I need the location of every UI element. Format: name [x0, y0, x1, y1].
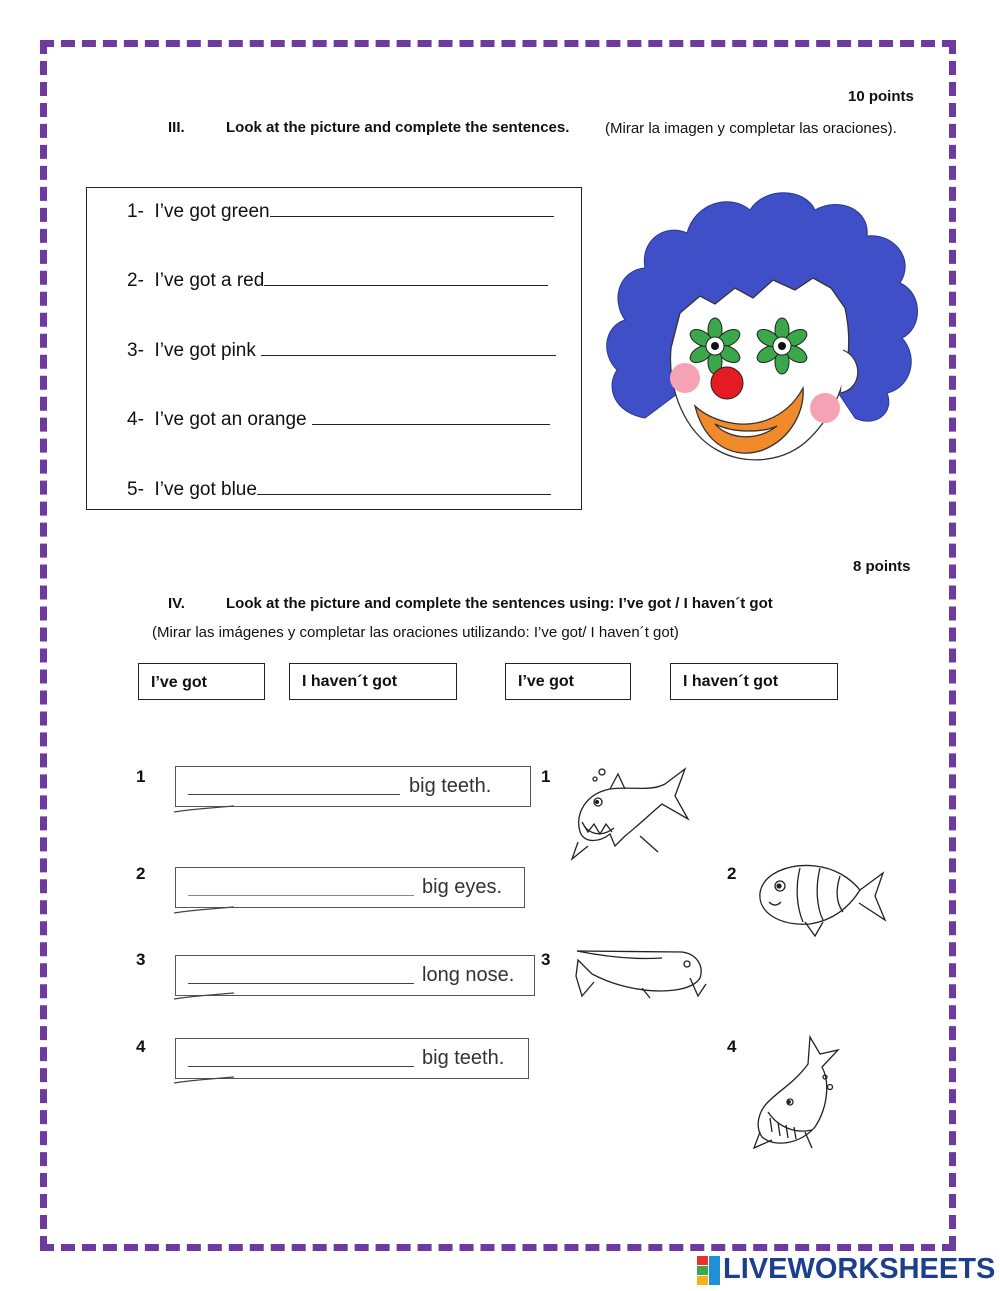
- sentence-3: 3- I’ve got pink: [127, 337, 556, 362]
- sentence-1-blank[interactable]: [270, 198, 554, 217]
- clown-left-cheek: [670, 363, 700, 393]
- item-1-answer-box: [175, 766, 531, 807]
- frame-top: [40, 40, 956, 47]
- item-4-ending: big teeth.: [422, 1047, 505, 1069]
- section3-instruction: Look at the picture and complete the sentences.: [226, 119, 570, 136]
- item-2-answer-blank[interactable]: [188, 895, 414, 896]
- liveworksheets-logo-icon: [697, 1256, 721, 1286]
- clown-face: [670, 278, 848, 460]
- sentence-4: 4- I’ve got an orange: [127, 406, 550, 431]
- liveworksheets-brand: LIVEWORKSHEETS: [723, 1253, 996, 1285]
- shark-picture: [570, 764, 690, 864]
- section3-translation: (Mirar la imagen y completar las oraciones).: [605, 120, 897, 137]
- item-3-ending: long nose.: [422, 964, 515, 986]
- item-1-answer-blank[interactable]: [188, 794, 400, 795]
- item-1-number: 1: [136, 767, 146, 786]
- swordfish-picture: [572, 946, 712, 1006]
- frame-right: [949, 40, 956, 1250]
- sentence-2-blank[interactable]: [264, 267, 548, 286]
- whale-picture: [750, 1032, 845, 1152]
- item-4-box-tail: [172, 1074, 242, 1086]
- item-4-answer-box: [175, 1038, 529, 1079]
- item-4-number: 4: [136, 1037, 146, 1056]
- section3-points: 10 points: [848, 88, 914, 105]
- item-3-number: 3: [136, 950, 146, 969]
- option-i-havent-got-1: I haven´t got: [289, 663, 457, 700]
- item-2-box-tail: [172, 904, 242, 916]
- picture-2-number: 2: [727, 864, 737, 883]
- sentence-5-blank[interactable]: [257, 476, 551, 495]
- sentence-5: 5- I’ve got blue: [127, 476, 551, 501]
- sentence-4-blank[interactable]: [312, 406, 550, 425]
- section4-instruction: Look at the picture and complete the sentences using: I’ve got / I haven´t got: [226, 595, 773, 612]
- option-ive-got-1: I’ve got: [138, 663, 265, 700]
- section4-translation: (Mirar las imágenes y completar las oraciones utilizando: I’ve got/ I haven´t got): [152, 624, 679, 641]
- frame-left: [40, 40, 47, 1250]
- item-3-answer-blank[interactable]: [188, 983, 414, 984]
- item-3-box-tail: [172, 990, 242, 1002]
- picture-1-number: 1: [541, 767, 551, 786]
- option-i-havent-got-2: I haven´t got: [670, 663, 838, 700]
- clown-right-cheek: [810, 393, 840, 423]
- item-2-ending: big eyes.: [422, 876, 503, 898]
- sentence-1: 1- I’ve got green: [127, 198, 554, 223]
- section4-number: IV.: [168, 595, 185, 612]
- sentence-2: 2- I’ve got a red: [127, 267, 548, 292]
- item-2-answer-box: [175, 867, 525, 908]
- clown-nose: [711, 367, 743, 399]
- clown-illustration: [605, 188, 920, 473]
- section3-number: III.: [168, 119, 185, 136]
- option-ive-got-2: I’ve got: [505, 663, 631, 700]
- item-1-box-tail: [172, 803, 242, 815]
- fish-picture: [755, 858, 890, 938]
- item-4-answer-blank[interactable]: [188, 1066, 414, 1067]
- picture-4-number: 4: [727, 1037, 737, 1056]
- frame-bottom: [40, 1244, 956, 1251]
- item-2-number: 2: [136, 864, 146, 883]
- item-1-ending: big teeth.: [409, 775, 492, 797]
- section4-points: 8 points: [853, 558, 911, 575]
- picture-3-number: 3: [541, 950, 551, 969]
- sentence-3-blank[interactable]: [261, 337, 556, 356]
